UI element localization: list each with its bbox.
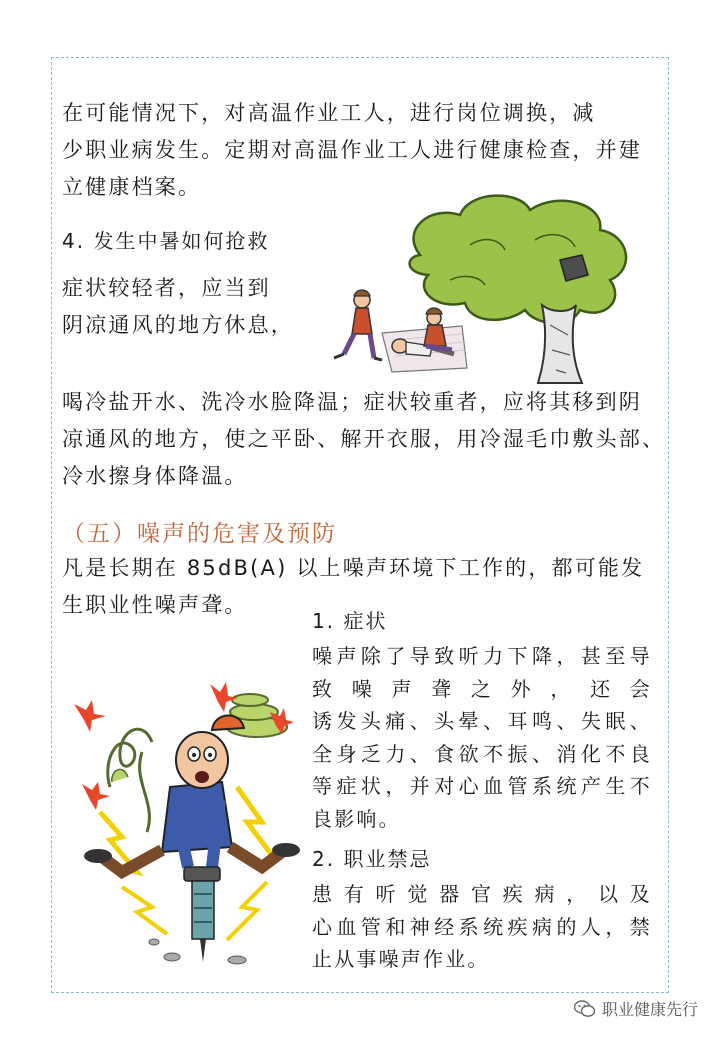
text-line: 凉通风的地方，使之平卧、解开衣服，用冷湿毛巾敷头部、 xyxy=(62,427,666,451)
section-title-heatstroke: 4. 发生中暑如何抢救 xyxy=(62,229,270,253)
paragraph-severe-symptoms xyxy=(62,384,665,495)
text-line: 等症状，并对心血管系统产生不 xyxy=(312,774,652,798)
text-line: 诱发头痛、头晕、耳鸣、失眠、 xyxy=(312,709,652,733)
watermark xyxy=(574,997,698,1020)
text-line: 在可能情况下，对高温作业工人，进行岗位调换，减 xyxy=(62,101,596,125)
jackhammer-worker-illustration xyxy=(62,672,302,972)
paragraph-contraindications xyxy=(312,878,652,976)
text-line: 少职业病发生。定期对高温作业工人进行健康检查，并建 xyxy=(62,138,642,162)
text-line: 症状较轻者，应当到 xyxy=(62,276,271,300)
text-line: 良影响。 xyxy=(312,806,401,831)
text-line: 立健康档案。 xyxy=(62,175,202,199)
text-line: 患有听觉器官疾病，以及 xyxy=(312,882,652,906)
text-line: 噪声除了导致听力下降，甚至导 xyxy=(312,644,652,668)
text-line: 心血管和神经系统疾病的人，禁 xyxy=(312,914,652,939)
text-line: 阴凉通风的地方休息， xyxy=(62,313,294,337)
rescue-people-illustration xyxy=(322,288,472,374)
text-line: 凡是长期在 85dB(A) 以上噪声环境下工作的，都可能发 xyxy=(62,556,645,580)
section-title-symptoms: 1. 症状 xyxy=(312,609,388,633)
text-line: 喝冷盐开水、洗冷水脸降温；症状较重者，应将其移到阴 xyxy=(62,390,642,414)
text-line: 生职业性噪声聋。 xyxy=(62,593,248,617)
text-line: 致噪声聋之外，还会 xyxy=(312,676,652,701)
section-heading-noise: （五）噪声的危害及预防 xyxy=(62,521,337,547)
section-title-contraindications: 2. 职业禁忌 xyxy=(312,847,432,871)
text-line: 冷水擦身体降温。 xyxy=(62,464,248,488)
text-line: 止从事噪声作业。 xyxy=(312,947,490,971)
watermark-text: 职业健康先行 xyxy=(601,1000,698,1019)
paragraph-mild-symptoms xyxy=(62,270,294,344)
paragraph-noise-symptoms xyxy=(312,640,652,835)
text-line: 全身乏力、食欲不振、消化不良 xyxy=(312,741,652,766)
wechat-icon xyxy=(574,1000,596,1018)
